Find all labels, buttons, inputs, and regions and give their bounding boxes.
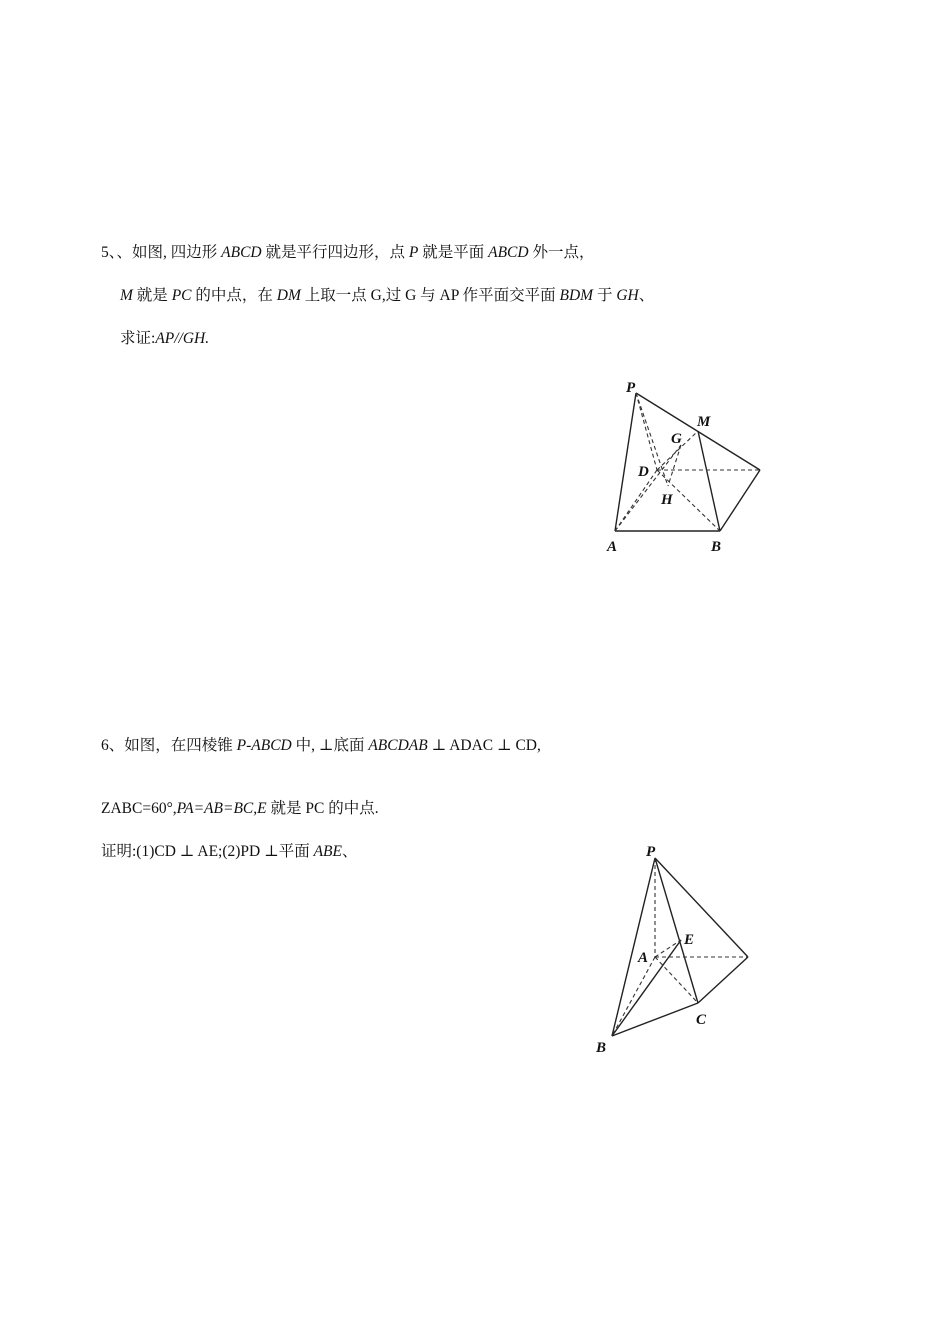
- problem6-figure: [590, 838, 770, 1058]
- label-P: P: [626, 380, 636, 396]
- label-M: M: [697, 414, 711, 430]
- label-C: C: [696, 1012, 707, 1028]
- problem5-line3: 求证:AP//GH.: [120, 330, 210, 347]
- label-A: A: [638, 950, 649, 966]
- problem5-figure: [600, 372, 780, 562]
- label-A: A: [607, 539, 618, 555]
- edge-BC: [720, 470, 760, 531]
- edge-CD: [698, 957, 748, 1003]
- edge-AG: [615, 445, 681, 531]
- problem6-line3: 证明:(1)CD ⊥ AE;(2)PD ⊥平面 ABE、: [101, 843, 358, 860]
- label-B: B: [711, 539, 722, 555]
- edge-PB: [612, 858, 655, 1036]
- edge-BC: [612, 1003, 698, 1036]
- label-E: E: [684, 932, 695, 948]
- label-B: B: [596, 1040, 607, 1056]
- edge-AE: [655, 940, 681, 957]
- edge-PC: [655, 858, 698, 1003]
- problem5-line1: 5、、如图, 四边形 ABCD 就是平行四边形，点 P 就是平面 ABCD 外一点，: [101, 244, 595, 261]
- label-D: D: [638, 464, 649, 480]
- edge-AD: [615, 470, 657, 531]
- label-G: G: [671, 431, 682, 447]
- problem6-line2: ZABC=60°,PA=AB=BC,E 就是 PC 的中点.: [101, 800, 379, 817]
- label-H: H: [661, 492, 673, 508]
- edge-GH: [668, 445, 681, 486]
- edge-AB: [612, 957, 655, 1036]
- problem5-line2: M 就是 PC 的中点，在 DM 上取一点 G,过 G 与 AP 作平面交平面 BDM 于 GH、: [120, 287, 655, 304]
- label-P: P: [646, 844, 656, 860]
- edge-PA: [615, 393, 636, 531]
- problem6-line1: 6、如图，在四棱锥 P-ABCD 中, ⊥底面 ABCDAB ⊥ ADAC ⊥ CD,: [101, 737, 541, 754]
- edge-MB: [698, 431, 720, 531]
